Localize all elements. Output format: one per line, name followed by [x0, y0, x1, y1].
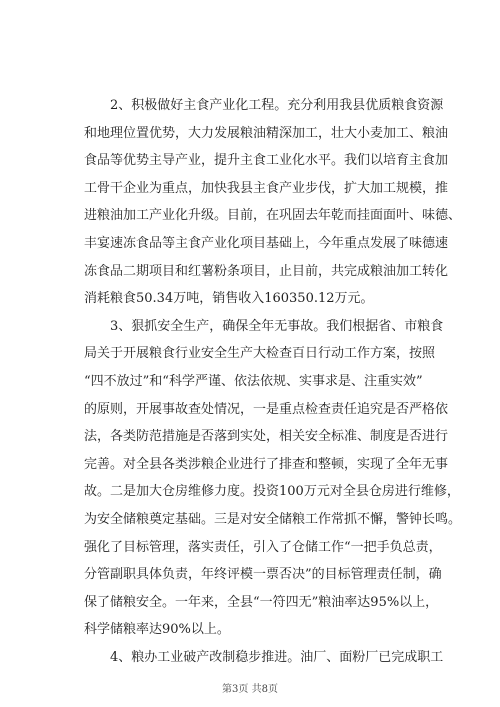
- paragraph-3-line-8: 为安全储粮奠定基础。三是对安全储粮工作常抓不懈，警钟长鸣。: [84, 511, 462, 527]
- paragraph-3-line-1: 3、狠抓安全生产，确保全年无事故。我们根据省、市粮食: [110, 318, 444, 334]
- paragraph-3-line-12: 科学储粮率达90%以上。: [84, 622, 230, 638]
- paragraph-2-line-7: 冻食品二期项目和红薯粉条项目，止目前，共完成粮油加工转化: [84, 263, 449, 279]
- paragraph-3-line-5: 法，各类防范措施是否落到实处，相关安全标准、制度是否进行: [84, 429, 449, 445]
- paragraph-4-line-1: 4、粮办工业破产改制稳步推进。油厂、面粉厂已完成职工: [110, 649, 444, 665]
- page-number-footer: 第3页 共8页: [222, 684, 278, 695]
- paragraph-3-line-7: 故。二是加大仓房维修力度。投资100万元对全县仓房进行维修，: [84, 484, 460, 500]
- paragraph-3-line-10: 分管副职具体负责，年终评模一票否决”的目标管理责任制，确: [84, 567, 442, 583]
- paragraph-2-line-8: 消耗粮食50.34万吨，销售收入160350.12万元。: [84, 291, 374, 307]
- paragraph-3-line-2: 局关于开展粮食行业安全生产大检查百日行动工作方案，按照: [84, 346, 436, 362]
- paragraph-3-line-11: 保了储粮安全。一年来，全县“一符四无”粮油率达95%以上，: [84, 594, 439, 610]
- paragraph-3-line-4: 的原则，开展事故查处情况，一是重点检查责任追究是否严格依: [84, 401, 449, 417]
- document-body: [84, 92, 462, 671]
- paragraph-2-line-1: 2、积极做好主食产业化工程。充分利用我县优质粮食资源: [110, 98, 444, 113]
- paragraph-3-line-3: “四不放过”和“科学严谨、依法依规、实事求是、注重实效”: [84, 373, 423, 389]
- paragraph-3-line-6: 完善。对全县各类涉粮企业进行了排查和整顿，实现了全年无事: [84, 456, 449, 472]
- paragraph-3-line-9: 强化了目标管理，落实责任，引入了仓储工作“一把手负总责，: [84, 539, 442, 555]
- paragraph-2-line-6: 丰宴速冻食品等主食产业化项目基础上，今年重点发展了味德速: [84, 235, 449, 251]
- paragraph-2-line-4: 工骨干企业为重点，加快我县主食产业步伐，扩大加工规模，推: [84, 180, 449, 196]
- paragraph-2-line-2: 和地理位置优势，大力发展粮油精深加工，壮大小麦加工、粮油: [84, 125, 449, 141]
- paragraph-2-line-5: 进粮油加工产业化升级。目前，在巩固去年乾而挂面面叶、味德、: [84, 208, 462, 224]
- paragraph-2-line-3: 食品等优势主导产业，提升主食工业化水平。我们以培育主食加: [84, 153, 449, 169]
